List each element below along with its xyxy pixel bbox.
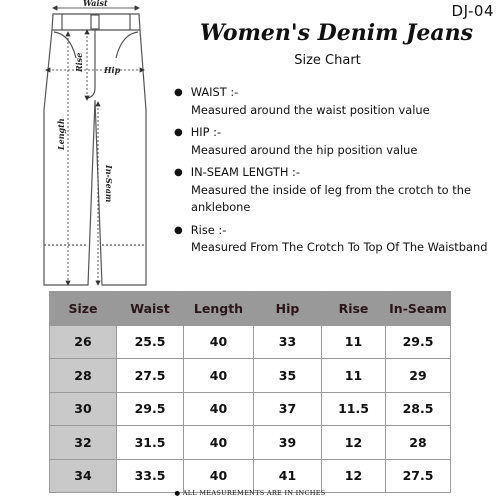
table-cell: 27.5 xyxy=(117,359,183,392)
size-table xyxy=(49,291,451,493)
table-cell: 37 xyxy=(254,393,321,426)
table-cell: 29 xyxy=(386,359,450,392)
table-row xyxy=(50,359,450,392)
label-waist: Waist xyxy=(83,0,108,8)
footnote xyxy=(0,489,500,497)
column-header-size: Size xyxy=(50,292,116,325)
product-code: DJ-04 xyxy=(451,2,494,20)
table-cell: 28.5 xyxy=(386,393,450,426)
table-cell: 33 xyxy=(254,326,321,359)
bullet-icon: ● xyxy=(174,167,183,178)
column-header-waist: Waist xyxy=(117,292,183,325)
table-row xyxy=(50,326,450,359)
definition-rise xyxy=(173,222,493,257)
table-cell: 11 xyxy=(322,359,385,392)
bullet-icon: ● xyxy=(174,87,183,98)
table-cell: 40 xyxy=(184,326,253,359)
definition-text: Measured around the waist position value xyxy=(191,102,430,117)
definition-text: Measured the inside of leg from the crotch to the anklebone xyxy=(191,182,471,214)
definition-title: HIP :- xyxy=(190,125,222,139)
definition-title: IN-SEAM LENGTH :- xyxy=(190,165,300,179)
table-cell: 39 xyxy=(254,426,321,459)
footnote-bullet-icon: ● xyxy=(174,489,183,497)
label-inseam: In-Seam xyxy=(104,165,114,203)
size-cell: 26 xyxy=(50,326,116,359)
table-cell: 40 xyxy=(184,426,253,459)
page-title: Women's Denim Jeans xyxy=(200,20,474,46)
label-length: Length xyxy=(56,118,66,150)
table-row xyxy=(50,393,450,426)
bullet-icon: ● xyxy=(174,127,183,138)
table-header-row xyxy=(50,292,450,325)
table-cell: 29.5 xyxy=(386,326,450,359)
table-cell: 40 xyxy=(184,359,253,392)
page-subtitle: Size Chart xyxy=(294,53,361,68)
measurement-definitions xyxy=(173,84,493,262)
size-cell: 32 xyxy=(50,426,116,459)
table-cell: 40 xyxy=(184,393,253,426)
column-header-rise: Rise xyxy=(322,292,385,325)
column-header-inseam: In-Seam xyxy=(386,292,450,325)
definition-title: WAIST :- xyxy=(190,85,239,99)
table-cell: 41 xyxy=(254,460,321,493)
definition-hip xyxy=(173,124,493,159)
definition-waist xyxy=(173,84,493,119)
definition-text: Measured From The Crotch To Top Of The Waistband xyxy=(191,240,488,254)
label-hip: Hip xyxy=(104,65,121,75)
label-rise: Rise xyxy=(74,52,84,72)
size-cell: 28 xyxy=(50,359,116,392)
definition-inseam xyxy=(173,164,493,217)
definition-title: Rise :- xyxy=(190,222,227,237)
table-cell: 25.5 xyxy=(117,326,183,359)
definition-text: Measured around the hip position value xyxy=(191,142,418,157)
table-cell: 11 xyxy=(322,326,385,359)
table-cell: 40 xyxy=(184,460,253,493)
table-row xyxy=(50,426,450,459)
bullet-icon: ● xyxy=(174,224,183,236)
table-cell: 27.5 xyxy=(386,460,450,493)
table-row xyxy=(50,460,450,493)
size-cell: 30 xyxy=(50,393,116,426)
table-cell: 12 xyxy=(322,426,385,459)
table-cell: 28 xyxy=(386,426,450,459)
table-cell: 12 xyxy=(322,460,385,493)
jeans-sketch xyxy=(40,0,170,290)
column-header-length: Length xyxy=(184,292,253,325)
table-cell: 29.5 xyxy=(117,393,183,426)
size-cell: 34 xyxy=(50,460,116,493)
table-cell: 33.5 xyxy=(117,460,183,493)
footnote-text: ALL MEASUREMENTS ARE IN INCHES xyxy=(182,489,326,497)
table-cell: 35 xyxy=(254,359,321,392)
table-cell: 11.5 xyxy=(322,393,385,426)
column-header-hip: Hip xyxy=(254,292,321,325)
table-cell: 31.5 xyxy=(117,426,183,459)
